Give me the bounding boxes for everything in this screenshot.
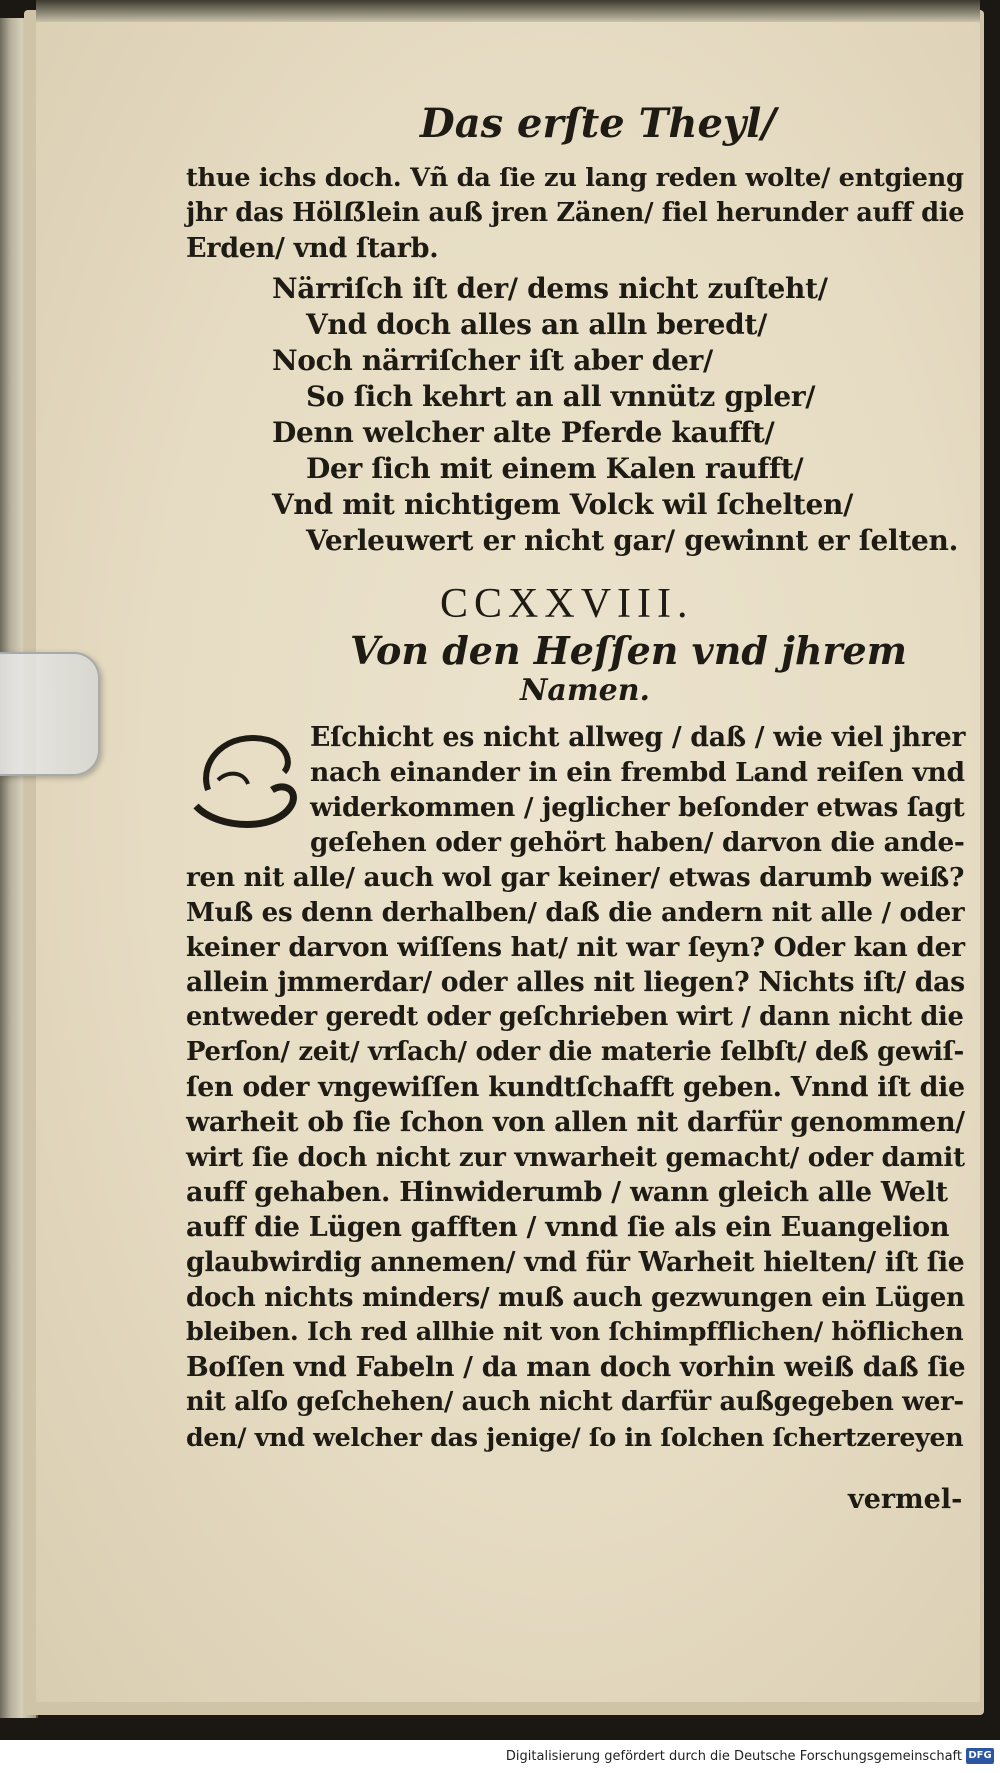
text-line: bleiben. Ich red allhie nit von ſchimpfflichen/ höflichen [186, 1317, 964, 1347]
text-line: warheit ob ſie ſchon von allen nit darfür genommen/ [186, 1107, 965, 1138]
text-line: allein jmmerdar/ oder alles nit liegen? Nichts iſt/ das [186, 967, 965, 998]
verse-line: So ſich kehrt an all vnnütz gpler/ [306, 380, 816, 413]
page-top-edge [36, 0, 980, 22]
catchword: vermel- [848, 1484, 963, 1515]
verse-line: Der ſich mit einem Kalen raufft/ [306, 452, 804, 485]
text-line: Eſchicht es nicht allweg / daß / wie viel jhrer [310, 722, 966, 753]
text-line: nit alſo geſchehen/ auch nicht darfür außgegeben wer- [186, 1387, 964, 1417]
text-line: ren nit alle/ auch wol gar keiner/ etwas darumb weiß? [186, 862, 965, 893]
text-line: ſen oder vngewiſſen kundtſchafft geben. Vnnd iſt die [186, 1072, 965, 1103]
text-line: Boſſen vnd Fabeln / da man doch vorhin weiß daß ſie [186, 1352, 966, 1383]
text-line: entweder geredt oder geſchrieben wirt / dann nicht die [186, 1002, 964, 1032]
verse-line: Verleuwert er nicht gar/ gewinnt er ſelten. [306, 524, 959, 557]
text-line: Muß es denn derhalben/ daß die andern nit alle / oder [186, 897, 965, 928]
text-line: glaubwirdig annemen/ vnd für Warheit hielten/ iſt ſie [186, 1247, 965, 1278]
dfg-logo: DFG [966, 1748, 994, 1764]
text-line: jhr das Hölẞlein auß jren Zänen/ fiel herunder auff die [186, 198, 965, 228]
text-line: den/ vnd welcher das jenige/ ſo in ſolchen ſchertzereyen [186, 1422, 964, 1452]
decorated-initial [188, 720, 306, 838]
text-line: thue ichs doch. Vñ da ſie zu lang reden wolte/ entgieng [186, 163, 964, 193]
verse-line: Närriſch iſt der/ dems nicht zuſteht/ [272, 272, 828, 305]
chapter-title: Von den Heſſen vnd jhrem [350, 628, 907, 673]
text-line: geſehen oder gehört haben/ darvon die ande- [310, 827, 965, 858]
text-line: nach einander in ein frembd Land reiſen vnd [310, 757, 965, 788]
text-line: keiner darvon wiſſens hat/ nit war ſeyn? Oder kan der [186, 932, 965, 963]
text-line: widerkommen / jeglicher beſonder etwas ſagt [310, 792, 965, 823]
text-line: Perſon/ zeit/ vrſach/ oder die materie ſelbſt/ deß gewiſ- [186, 1037, 964, 1067]
text-line: doch nichts minders/ muß auch gezwungen ein Lügen [186, 1282, 965, 1313]
verse-line: Vnd doch alles an alln beredt/ [306, 308, 768, 341]
running-head: Das erſte Theyl/ [420, 100, 776, 147]
footer-bar [0, 1740, 1000, 1773]
text-line: Erden/ vnd ſtarb. [186, 233, 439, 264]
verse-line: Noch närriſcher iſt aber der/ [272, 344, 713, 377]
verse-line: Denn welcher alte Pferde kaufft/ [272, 416, 775, 449]
chapter-number: CCXXVIII. [440, 581, 694, 627]
chapter-title-continued: Namen. [520, 673, 650, 708]
footer-credit: Digitalisierung gefördert durch die Deutsche Forschungsgemeinschaft [505, 1749, 962, 1764]
text-line: auff gehaben. Hinwiderumb / wann gleich alle Welt [186, 1177, 948, 1208]
text-line: auff die Lügen gafften / vnnd ſie als ein Euangelion [186, 1212, 950, 1243]
page-clip [0, 652, 100, 776]
verse-line: Vnd mit nichtigem Volck wil ſchelten/ [272, 488, 854, 521]
text-line: wirt ſie doch nicht zur vnwarheit gemacht/ oder damit [186, 1142, 965, 1173]
